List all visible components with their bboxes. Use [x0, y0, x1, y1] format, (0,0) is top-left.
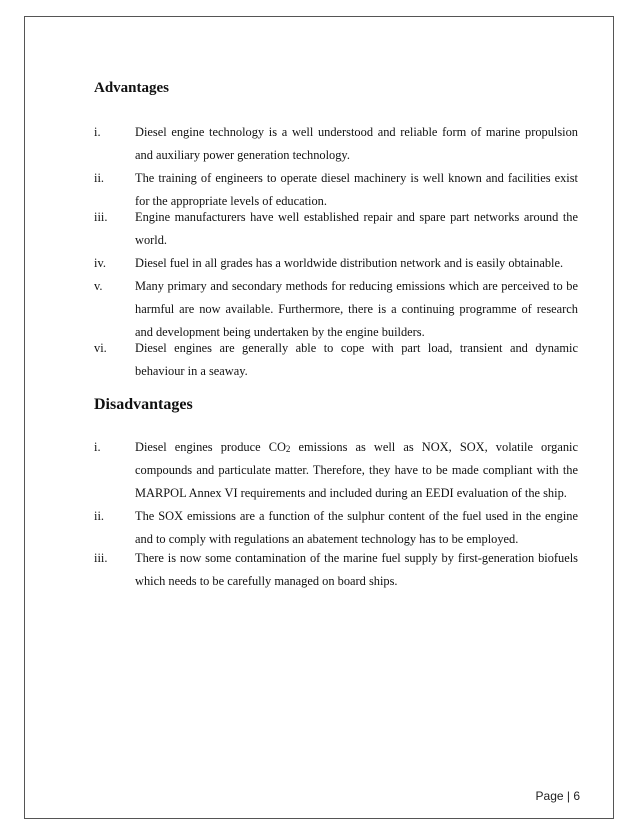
disadvantage-item-2 [94, 509, 578, 551]
item-number: iii. [94, 551, 108, 565]
item-number: v. [94, 279, 103, 293]
item-text [135, 436, 578, 505]
item-text: Diesel fuel in all grades has a worldwide distribution network and is easily obtainable. [135, 256, 564, 270]
item-text: Many primary and secondary methods for reducing emissions which are perceived to be harmful are now available. Furthermore, there is a continuing programme of research and development being undertaken by the engine builders. [135, 279, 578, 339]
subscript-2: 2 [285, 444, 291, 454]
item-number: i. [94, 440, 101, 454]
disadvantage-item-3 [94, 551, 578, 593]
item-number: ii. [94, 171, 104, 185]
item-number: iv. [94, 256, 106, 270]
item-text-start: Diesel engines produce CO [135, 440, 286, 454]
disadvantages-heading: Disadvantages [94, 396, 193, 413]
advantage-item-4 [94, 256, 578, 275]
advantage-item-5 [94, 279, 578, 344]
item-text: There is now some contamination of the marine fuel supply by first-generation biofuels which needs to be carefully managed on board ships. [135, 551, 578, 588]
item-text: Diesel engine technology is a well understood and reliable form of marine propulsion and auxiliary power generation technology. [135, 125, 578, 162]
advantages-heading: Advantages [94, 80, 170, 96]
item-number: vi. [94, 341, 107, 355]
item-text: Engine manufacturers have well established repair and spare part networks around the world. [135, 210, 578, 247]
item-number: iii. [94, 210, 108, 224]
item-number: ii. [94, 509, 104, 523]
advantage-item-1 [94, 125, 578, 167]
page-number: Page | 6 [535, 789, 580, 803]
advantage-item-3 [94, 210, 578, 252]
disadvantage-item-1 [94, 440, 578, 505]
item-text-end: emissions as well as NOX, SOX, volatile organic compounds and particulate matter. Therefore, they have to be made compliant with the MARPOL Annex VI requirements and included during an EEDI evaluation of the ship. [135, 440, 578, 500]
item-text: Diesel engines are generally able to cope with part load, transient and dynamic behaviour in a seaway. [135, 341, 578, 378]
item-number: i. [94, 125, 101, 139]
advantage-item-6 [94, 341, 578, 383]
item-text: The SOX emissions are a function of the sulphur content of the fuel used in the engine and to comply with regulations an abatement technology has to be employed. [135, 509, 578, 546]
item-text: The training of engineers to operate diesel machinery is well known and facilities exist for the appropriate levels of education. [135, 171, 578, 208]
